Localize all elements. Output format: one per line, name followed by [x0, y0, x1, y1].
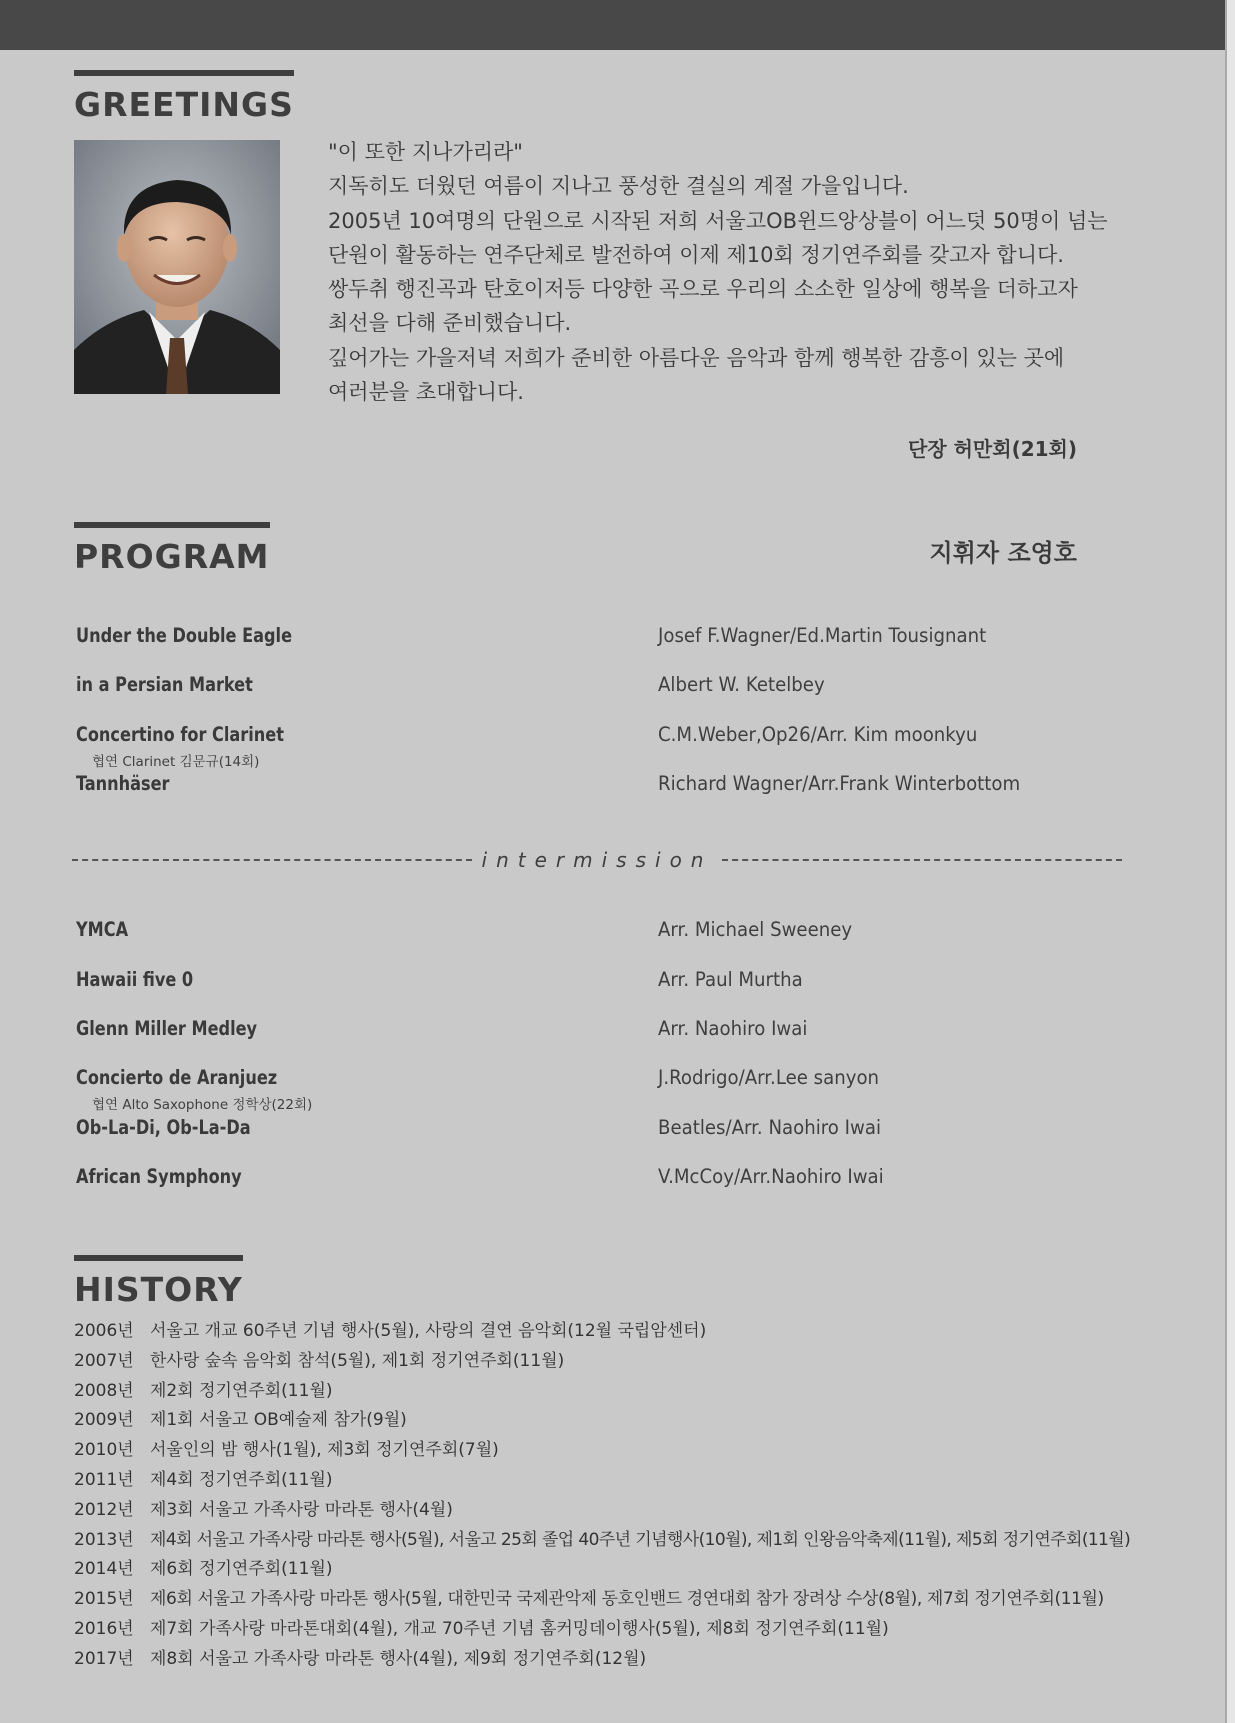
- conductor-name: 지휘자 조영호: [929, 539, 1077, 567]
- greeting-message: [328, 135, 1148, 409]
- director-portrait: [74, 140, 280, 394]
- piece-composer: Arr. Michael Sweeney: [658, 918, 853, 941]
- greeting-line: 여러분을 초대합니다.: [328, 380, 524, 405]
- program-item: [76, 624, 1126, 654]
- program-item: [76, 1066, 1126, 1113]
- history-row: [74, 1614, 1194, 1644]
- history-event: 제2회 정기연주회(11월): [150, 1380, 333, 1401]
- history-event: 제1회 서울고 OB예술제 참가(9월): [150, 1410, 407, 1431]
- history-year: 2008년: [74, 1380, 134, 1401]
- program-item: [76, 772, 1126, 802]
- greeting-signature: 단장 허만회(21회): [908, 437, 1077, 461]
- history-row: [74, 1405, 1194, 1435]
- history-year: 2007년: [74, 1350, 134, 1371]
- history-year: 2009년: [74, 1410, 134, 1431]
- history-event: 제7회 가족사랑 마라톤대회(4월), 개교 70주년 기념 홈커밍데이행사(5월), 제8회 정기연주회(11월): [150, 1618, 889, 1639]
- history-event: 제6회 서울고 가족사랑 마라톤 행사(5월, 대한민국 국제관악제 동호인밴드 경연대회 참가 장려상 수상(8월), 제7회 정기연주회(11월): [150, 1589, 1104, 1610]
- dashed-line: [722, 859, 1122, 861]
- piece-composer: J.Rodrigo/Arr.Lee sanyon: [658, 1066, 880, 1089]
- program-item: [76, 1165, 1126, 1195]
- program-item: [76, 1116, 1126, 1146]
- history-row: [74, 1465, 1194, 1495]
- history-event: 서울고 개교 60주년 기념 행사(5월), 사랑의 결연 음악회(12월 국립암센터): [150, 1321, 707, 1341]
- history-year: 2011년: [74, 1469, 134, 1490]
- greeting-line: 쌍두취 행진곡과 탄호이저등 다양한 곡으로 우리의 소소한 일상에 행복을 더하고자: [328, 277, 1078, 302]
- history-event: 제4회 정기연주회(11월): [150, 1469, 333, 1490]
- history-row: [74, 1495, 1194, 1525]
- dashed-line: [72, 859, 472, 861]
- greeting-line: 깊어가는 가을저녁 저희가 준비한 아름다운 음악과 함께 행복한 감흥이 있는 곳에: [328, 345, 1065, 370]
- piece-title: Hawaii five 0: [76, 968, 194, 991]
- soloist-note: 협연 Alto Saxophone 정학상(22회): [92, 1097, 313, 1113]
- piece-composer: Albert W. Ketelbey: [658, 673, 825, 696]
- history-event: 제4회 서울고 가족사랑 마라톤 행사(5월), 서울고 25회 졸업 40주년 기념행사(10월), 제1회 인왕음악축제(11월), 제5회 정기연주회(11월): [150, 1529, 1131, 1550]
- history-year: 2017년: [74, 1648, 134, 1669]
- history-row: [74, 1644, 1194, 1674]
- program-item: [76, 918, 1126, 948]
- history-year: 2014년: [74, 1559, 134, 1580]
- program-item: [76, 673, 1126, 703]
- history-row: [74, 1346, 1194, 1376]
- greeting-line: 2005년 10여명의 단원으로 시작된 저희 서울고OB윈드앙상블이 어느덧 50명이 넘는: [328, 208, 1108, 233]
- soloist-note: 협연 Clarinet 김문규(14회): [92, 754, 260, 770]
- greeting-line: 단원이 활동하는 연주단체로 발전하여 이제 제10회 정기연주회를 갖고자 합니다.: [328, 242, 1064, 267]
- program-item: [76, 968, 1126, 998]
- piece-composer: Arr. Naohiro Iwai: [658, 1017, 808, 1040]
- history-event: 서울인의 밤 행사(1월), 제3회 정기연주회(7월): [150, 1440, 499, 1461]
- greetings-heading: GREETINGS: [74, 70, 294, 121]
- history-event: 한사랑 숲속 음악회 참석(5월), 제1회 정기연주회(11월): [150, 1350, 565, 1371]
- history-row: [74, 1584, 1194, 1614]
- history-year: 2012년: [74, 1499, 134, 1520]
- history-year: 2010년: [74, 1440, 134, 1461]
- intermission-label: intermission: [481, 848, 713, 872]
- greeting-line: "이 또한 지나가리라": [328, 140, 523, 164]
- greeting-line: 최선을 다해 준비했습니다.: [328, 311, 572, 336]
- piece-title: Tannhäser: [76, 772, 170, 795]
- history-row: [74, 1554, 1194, 1584]
- history-list: [74, 1316, 1194, 1674]
- piece-composer: Richard Wagner/Arr.Frank Winterbottom: [658, 772, 1021, 795]
- greeting-line: 지독히도 더웠던 여름이 지나고 풍성한 결실의 계절 가을입니다.: [328, 174, 909, 199]
- history-year: 2016년: [74, 1618, 134, 1639]
- piece-title: African Symphony: [76, 1165, 242, 1188]
- history-row: [74, 1316, 1194, 1346]
- program-item: [76, 1017, 1126, 1047]
- piece-composer: Josef F.Wagner/Ed.Martin Tousignant: [658, 624, 987, 647]
- intermission-divider: [72, 848, 1122, 872]
- history-year: 2013년: [74, 1529, 134, 1550]
- piece-composer: Arr. Paul Murtha: [658, 968, 803, 991]
- history-year: 2015년: [74, 1589, 134, 1610]
- piece-title: Ob-La-Di, Ob-La-Da: [76, 1116, 251, 1139]
- piece-composer: V.McCoy/Arr.Naohiro Iwai: [658, 1165, 884, 1188]
- history-event: 제8회 서울고 가족사랑 마라톤 행사(4월), 제9회 정기연주회(12월): [150, 1648, 647, 1669]
- program-heading: PROGRAM: [74, 522, 270, 573]
- history-row: [74, 1435, 1194, 1465]
- history-year: 2006년: [74, 1321, 134, 1341]
- program-item: [76, 723, 1126, 770]
- history-heading: HISTORY: [74, 1255, 243, 1306]
- top-bar: [0, 0, 1225, 50]
- piece-composer: C.M.Weber,Op26/Arr. Kim moonkyu: [658, 723, 978, 746]
- history-row: [74, 1525, 1194, 1555]
- history-event: 제6회 정기연주회(11월): [150, 1559, 333, 1580]
- piece-title: Concierto de Aranjuez: [76, 1066, 278, 1089]
- piece-title: Glenn Miller Medley: [76, 1017, 258, 1040]
- piece-title: in a Persian Market: [76, 673, 253, 696]
- piece-title: Concertino for Clarinet: [76, 723, 284, 746]
- history-row: [74, 1376, 1194, 1406]
- piece-composer: Beatles/Arr. Naohiro Iwai: [658, 1116, 881, 1139]
- history-event: 제3회 서울고 가족사랑 마라톤 행사(4월): [150, 1499, 453, 1520]
- piece-title: YMCA: [76, 918, 129, 941]
- piece-title: Under the Double Eagle: [76, 624, 293, 647]
